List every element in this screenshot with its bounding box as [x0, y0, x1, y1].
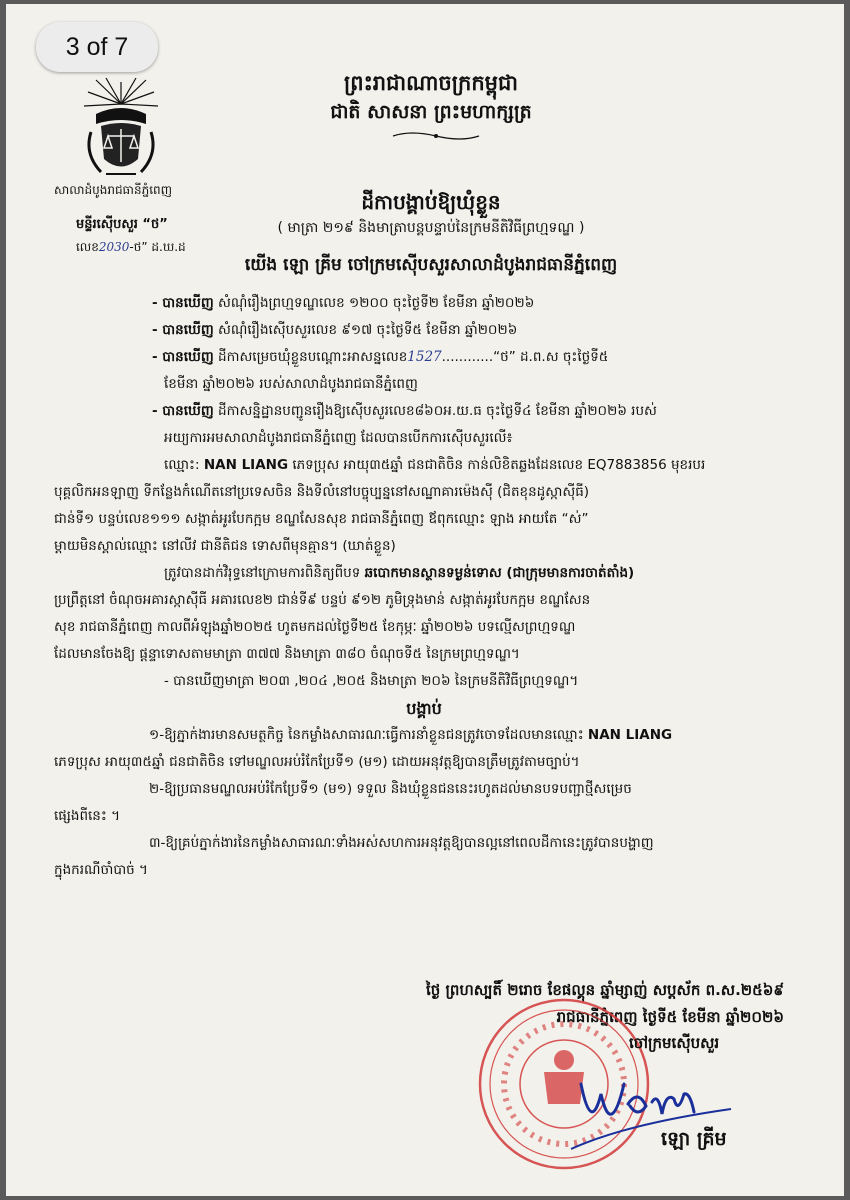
person-line-1: ឈ្មោះ: NAN LIANG ភេទប្រុស អាយុ៣៥ឆ្នាំ ជនជាតិចិន កាន់លិខិតឆ្លងដែនលេខ EQ7883856 មុខរបរ — [164, 457, 706, 473]
consideration-2: - បានឃើញ សំណុំរឿងស៊ើបសួរលេខ ៩១៧ ចុះថ្ងៃទី៥ ខែមីនា ឆ្នាំ២០២៦ — [152, 322, 518, 338]
order-3: ៣-ឱ្យគ្រប់ភ្នាក់ងារនៃកម្លាំងសាធារណៈទាំងអស់សហការអនុវត្តឱ្យបានល្អនៅពេលដីកានេះត្រូវបានបង្ហាញ — [149, 835, 654, 851]
charge-line-2: ប្រព្រឹត្តនៅ ចំណុចអគារស្កាស៊ីធី អគារលេខ២ ជាន់ទី៩ បន្ទប់ ៩១២ ភូមិទ្រុងមាន់ សង្កាត់អូរបែកក្អម ខណ្ឌសែន — [54, 592, 591, 608]
order-2-cont: ផ្សេងពីនេះ ។ — [54, 808, 120, 824]
document-title: ដីកាបង្គាប់ឱ្យឃុំខ្លួន — [361, 190, 501, 214]
signer-title: ចៅក្រមស៊ើបសួរ — [629, 1034, 720, 1052]
order-1-cont: ភេទប្រុស អាយុ៣៥ឆ្នាំ ជនជាតិចិន ទៅមណ្ឌលអប់រំកែប្រែទី១ (ម១) ដោយអនុវត្តឱ្យបានត្រឹមត្រូវតាមច្បាប់។ — [54, 754, 580, 770]
charge-title: ឆបោកមានស្ថានទម្ងន់ទោស (ជាក្រុមមានការចាត់តាំង) — [364, 565, 635, 581]
kingdom-heading: ព្រះរាជាណាចក្រកម្ពុជា — [343, 71, 518, 95]
charge-line-3: សុខ រាជធានីភ្នំពេញ កាលពីអំឡុងឆ្នាំ២០២៥ ហូតមកដល់ថ្ងៃទី២៥ ខែកុម្ភៈ ឆ្នាំ២០២៦ បទល្មើសព្រហ្មទណ្ឌ — [54, 619, 576, 635]
person-name: NAN LIANG — [203, 457, 289, 473]
person-line-2: បុគ្គលិកអនឡាញ ទីកន្លែងកំណើតនៅប្រទេសចិន និងទីលំនៅបច្ចុប្បន្ននៅសណ្ឋាគារម៉េងស៊ី (ជិតខុនដូស្កាស៊ីធី) — [54, 484, 590, 500]
office-name: មន្ទីរស៊ើបសួរ “ថ” — [76, 217, 168, 232]
document-page — [6, 4, 844, 1196]
consideration-3: - បានឃើញ ដីកាសម្រេចឃុំខ្លួនបណ្ដោះអាសន្នលេខ1527............“ថ” ដ.ព.ស ចុះថ្ងៃទី៥ — [152, 349, 609, 365]
handwritten-decision-number: 1527 — [407, 349, 442, 365]
order-3-cont: ក្នុងករណីចាំបាច់ ។ — [54, 862, 148, 878]
consideration-1: - បានឃើញ សំណុំរឿងព្រហ្មទណ្ឌលេខ ១២០០ ចុះថ្ងៃទី២ ខែមីនា ឆ្នាំ២០២៦ — [152, 295, 535, 311]
reference-number: លេខ2030-ថ” ដ.ឃ.ដ — [76, 240, 186, 254]
order-2: ២-ឱ្យប្រធានមណ្ឌលអប់រំកែប្រែទី១ (ម១) ទទួល និងឃុំខ្លួនជននេះរហូតដល់មានបទបញ្ជាថ្មីសម្រេច — [149, 781, 632, 797]
solar-date: រាជធានីភ្នំពេញ ថ្ងៃទី៥ ខែមីនា ឆ្នាំ២០២៦ — [556, 1008, 784, 1026]
ornament-divider-icon — [391, 130, 481, 142]
charge-line-1: ត្រូវបានដាក់វិរុទ្ធនៅក្រោមការពិនិត្យពីបទ ឆបោកមានស្ថានទម្ងន់ទោស (ជាក្រុមមានការចាត់តាំង) — [164, 565, 635, 581]
order-heading: បង្គាប់ — [406, 699, 442, 718]
signer-name: ឡោ គ្រីម — [661, 1128, 727, 1150]
consideration-4: - បានឃើញ ដីកាសន្និដ្ឋានបញ្ជូនរឿងឱ្យស៊ើបសួរលេខ៨៦០អ.យ.ធ ចុះថ្ងៃទី៤ ខែមីនា ឆ្នាំ២០២៦ របស់ — [152, 403, 657, 419]
consideration-3-cont: ខែមីនា ឆ្នាំ២០២៦ របស់សាលាដំបូងរាជធានីភ្នំពេញ — [164, 376, 418, 392]
consideration-4-cont: អយ្យការអមសាលាដំបូងរាជធានីភ្នំពេញ ដែលបានបើកការស៊ើបសួរលើ៖ — [164, 430, 513, 446]
document-body — [54, 290, 794, 884]
legal-basis: ( មាត្រា ២១៩ និងមាត្រាបន្តបន្ទាប់នៃក្រមនីតិវិធីព្រហ្មទណ្ឌ ) — [277, 220, 585, 236]
order-1: ១-ឱ្យភ្នាក់ងារមានសមត្ថកិច្ច នៃកម្លាំងសាធារណៈធ្វើការនាំខ្លួនជនត្រូវចោទដែលមានឈ្មោះ NAN LIANG — [149, 727, 673, 743]
court-name: សាលាដំបូងរាជធានីភ្នំពេញ — [54, 183, 173, 197]
issuer-line: យើង ឡោ គ្រីម ចៅក្រមស៊ើបសួរសាលាដំបូងរាជធានីភ្នំពេញ — [244, 255, 618, 275]
person-line-4: ម្ដាយមិនស្គាល់ឈ្មោះ នៅលីវ ជានីតិជន ទោសពីមុនគ្មាន។ (ឃាត់ខ្លួន) — [54, 538, 396, 554]
charge-line-4: ដែលមានចែងឱ្យ ផ្ដន្ទាទោសតាមមាត្រា ៣៧៧ និងមាត្រា ៣៨០ ចំណុចទី៥ នៃក្រមព្រហ្មទណ្ឌ។ — [54, 646, 520, 662]
lunar-date: ថ្ងៃ ព្រហស្បតិ៍ ២រោច ខែផល្គុន ឆ្នាំម្សាញ់ សប្ដស័ក ព.ស.២៥៦៩ — [425, 981, 784, 999]
handwritten-ref: 2030 — [98, 240, 130, 254]
final-consideration: - បានឃើញមាត្រា ២០៣ ,២០៤ ,២០៥ និងមាត្រា ២០៦ នៃក្រមនីតិវិធីព្រហ្មទណ្ឌ។ — [164, 673, 579, 689]
person-line-3: ជាន់ទី១ បន្ទប់លេខ១១១ សង្កាត់អូរបែកក្អម ខណ្ឌសែនសុខ រាជធានីភ្នំពេញ ឪពុកឈ្មោះ ឡាង អាយតែ “ស់” — [54, 511, 589, 527]
national-motto: ជាតិ សាសនា ព្រះមហាក្សត្រ — [330, 101, 532, 123]
page-indicator: 3 of 7 — [36, 22, 158, 72]
